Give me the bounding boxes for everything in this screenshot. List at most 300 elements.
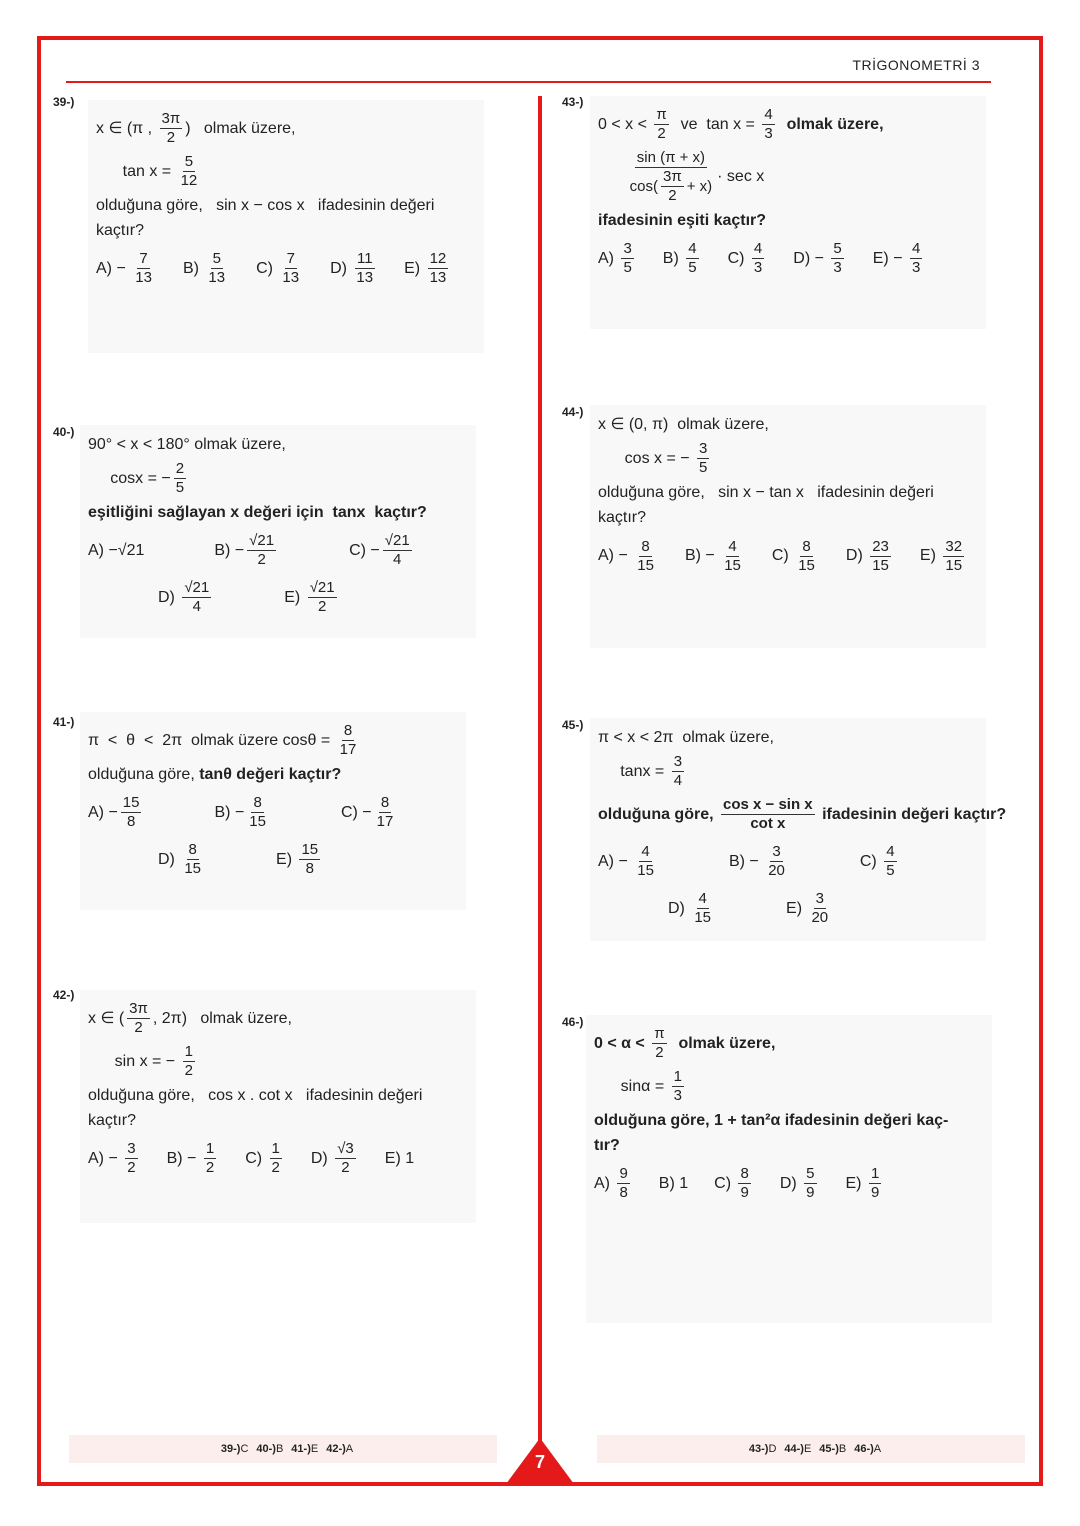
denominator: 4 bbox=[673, 772, 683, 790]
answer-options-row bbox=[598, 240, 978, 277]
problem-body bbox=[80, 990, 476, 1223]
problem-line bbox=[598, 508, 978, 527]
problem-line bbox=[598, 440, 978, 477]
text-segment: sin x = − bbox=[88, 1052, 180, 1070]
denominator: 15 bbox=[945, 556, 963, 574]
fraction bbox=[831, 240, 843, 277]
answer-option[interactable] bbox=[793, 240, 846, 277]
denominator: 2 bbox=[134, 1019, 143, 1036]
numerator: 3 bbox=[127, 1140, 136, 1158]
numerator: 4 bbox=[911, 240, 921, 258]
option-label: C) bbox=[349, 542, 371, 560]
option-label: D) bbox=[158, 589, 180, 607]
answer-option[interactable] bbox=[158, 841, 206, 878]
denominator: 13 bbox=[282, 269, 300, 287]
numerator: 1 bbox=[870, 1165, 880, 1183]
problem-line bbox=[96, 221, 476, 240]
problem-body bbox=[88, 100, 484, 353]
fraction bbox=[247, 794, 268, 831]
denominator: 9 bbox=[806, 1184, 815, 1202]
fraction bbox=[628, 149, 714, 205]
answer-letter: A bbox=[345, 1443, 354, 1455]
numerator: √21 bbox=[249, 532, 275, 550]
answer-option[interactable] bbox=[214, 794, 270, 831]
denominator: 17 bbox=[376, 813, 394, 831]
option-value: √21 bbox=[117, 542, 145, 560]
option-label: A) bbox=[96, 260, 117, 278]
denominator: 13 bbox=[356, 269, 374, 287]
numerator: 3 bbox=[699, 440, 708, 458]
fraction bbox=[183, 1043, 195, 1080]
option-label: B) bbox=[166, 1150, 188, 1168]
fraction bbox=[160, 110, 183, 147]
option-label: E) bbox=[786, 900, 807, 918]
answer-letter: E bbox=[803, 1443, 812, 1455]
denominator: 2 bbox=[655, 1044, 664, 1061]
answer-option[interactable] bbox=[214, 532, 279, 569]
fraction bbox=[721, 796, 815, 833]
denominator: 2 bbox=[341, 1159, 350, 1177]
option-sign: − bbox=[893, 250, 907, 268]
denominator: 5 bbox=[623, 259, 632, 277]
option-label: A) bbox=[88, 804, 109, 822]
answer-option[interactable] bbox=[729, 843, 790, 880]
text-segment: tanθ değeri kaçtır? bbox=[199, 766, 342, 783]
text-segment: cosx = − bbox=[88, 470, 171, 488]
denominator: 9 bbox=[740, 1184, 749, 1202]
problem-line bbox=[88, 503, 468, 522]
denominator: 3 bbox=[673, 1087, 682, 1104]
fraction bbox=[869, 1165, 881, 1202]
answer-option[interactable] bbox=[714, 1165, 754, 1202]
fraction bbox=[206, 250, 227, 287]
fraction bbox=[270, 1140, 282, 1177]
answer-letter: E bbox=[310, 1443, 319, 1455]
option-label: C) bbox=[714, 1175, 736, 1193]
numerator: 5 bbox=[806, 1165, 815, 1183]
option-label: E) bbox=[919, 547, 941, 565]
option-label: B) bbox=[684, 547, 706, 565]
answer-options-row bbox=[88, 579, 468, 616]
option-label: C) bbox=[340, 804, 363, 822]
denominator: 5 bbox=[886, 862, 895, 880]
denominator: 20 bbox=[811, 909, 829, 927]
fraction bbox=[910, 240, 922, 277]
text-segment: olduğuna göre, sin x − tan x ifadesinin değeri bbox=[598, 484, 934, 502]
text-segment: olduğuna göre, 1 + tan²α ifadesinin değeri kaç- bbox=[594, 1112, 949, 1129]
option-label: C) bbox=[245, 1150, 267, 1168]
fraction bbox=[796, 538, 817, 575]
numerator: 3 bbox=[815, 890, 824, 908]
denominator: 2 bbox=[668, 187, 677, 204]
option-label: B) bbox=[658, 1175, 680, 1193]
problem-line bbox=[96, 153, 476, 190]
denominator: 2 bbox=[166, 129, 176, 146]
numerator: 9 bbox=[619, 1165, 628, 1183]
fraction bbox=[652, 1025, 666, 1062]
fraction bbox=[383, 532, 412, 569]
problem-number: 39-) bbox=[53, 95, 75, 109]
problem-number: 43-) bbox=[562, 95, 584, 109]
problem-number: 44-) bbox=[562, 405, 584, 419]
answer-options-row bbox=[88, 1140, 468, 1177]
text-segment: kaçtır? bbox=[598, 509, 647, 527]
answer-option[interactable] bbox=[772, 538, 820, 575]
problem-body bbox=[80, 425, 476, 638]
option-label: E) bbox=[384, 1150, 406, 1168]
text-segment: cos x = − bbox=[598, 450, 695, 468]
numerator: √21 bbox=[184, 579, 210, 597]
option-label: D) bbox=[330, 260, 352, 278]
option-label: E) bbox=[276, 851, 297, 869]
option-label: D) bbox=[310, 1150, 333, 1168]
option-label: C) bbox=[256, 260, 278, 278]
option-sign: − bbox=[234, 804, 245, 822]
answer-options-row bbox=[598, 843, 978, 880]
option-label: E) bbox=[404, 260, 425, 278]
text-segment: sinα = bbox=[594, 1077, 669, 1095]
answer-letter: B bbox=[838, 1443, 847, 1455]
text-segment: tanx = bbox=[598, 763, 669, 781]
answer-letter: A bbox=[873, 1443, 882, 1455]
denominator: 2 bbox=[257, 551, 266, 569]
answer-options-row bbox=[594, 1165, 984, 1202]
problem-line bbox=[598, 753, 978, 790]
denominator: 8 bbox=[126, 813, 136, 831]
answer-options-row bbox=[88, 532, 468, 569]
option-sign: − bbox=[814, 250, 829, 268]
text-segment: ifadesinin eşiti kaçtır? bbox=[598, 212, 767, 229]
text-segment: ifadesinin değeri kaçtır? bbox=[817, 806, 1007, 824]
answer-option[interactable] bbox=[284, 579, 339, 616]
problem-line bbox=[598, 483, 978, 502]
answer-key-left bbox=[69, 1435, 497, 1463]
denominator: 15 bbox=[872, 556, 889, 574]
option-label: B) bbox=[214, 542, 235, 560]
denominator: 3 bbox=[833, 259, 842, 277]
header-title: TRİGONOMETRİ 3 bbox=[852, 57, 980, 73]
numerator: cos x − sin x bbox=[723, 796, 813, 814]
option-label: B) bbox=[728, 853, 750, 871]
answer-option[interactable] bbox=[158, 579, 214, 616]
problem-line bbox=[594, 1025, 984, 1062]
text-segment: olmak üzere, bbox=[777, 115, 884, 133]
fraction bbox=[127, 1000, 150, 1037]
option-label: B) bbox=[662, 250, 684, 268]
fraction bbox=[722, 538, 743, 575]
answer-option[interactable] bbox=[598, 538, 659, 575]
option-label: E) bbox=[284, 589, 305, 607]
numerator: 3π bbox=[663, 168, 682, 185]
denominator: 2 bbox=[127, 1159, 136, 1177]
answer-option[interactable] bbox=[685, 538, 746, 575]
problem-line bbox=[598, 149, 978, 205]
text-segment: tır? bbox=[594, 1137, 620, 1155]
numerator: π bbox=[654, 1025, 665, 1042]
text-segment: · sec x bbox=[717, 168, 765, 186]
numerator: 23 bbox=[872, 537, 889, 555]
numerator: π bbox=[656, 106, 667, 123]
denominator: cot x bbox=[750, 815, 786, 833]
answer-option[interactable] bbox=[96, 250, 157, 287]
fraction bbox=[121, 794, 142, 831]
text-segment: x ∈ (0, π) olmak üzere, bbox=[598, 416, 769, 433]
fraction bbox=[884, 843, 896, 880]
denominator: 3 bbox=[764, 125, 773, 142]
denominator: 15 bbox=[249, 813, 266, 831]
problem-line bbox=[88, 1086, 468, 1105]
fraction bbox=[308, 579, 337, 616]
numerator: 8 bbox=[380, 794, 390, 812]
denominator: 5 bbox=[175, 479, 185, 497]
option-label: B) bbox=[214, 804, 235, 822]
fraction bbox=[661, 168, 684, 205]
answer-option[interactable] bbox=[385, 1149, 414, 1168]
denominator: 5 bbox=[699, 459, 708, 477]
denominator: 13 bbox=[135, 269, 152, 287]
option-label: A) bbox=[88, 1150, 109, 1168]
denominator: 4 bbox=[192, 598, 201, 616]
denominator: 2 bbox=[317, 598, 327, 616]
fraction bbox=[179, 153, 200, 190]
option-sign: − bbox=[705, 547, 720, 565]
answer-option[interactable] bbox=[846, 538, 894, 575]
numerator: 2 bbox=[175, 460, 185, 478]
answer-option[interactable] bbox=[341, 794, 398, 831]
denominator: 2 bbox=[271, 1159, 280, 1177]
answer-option[interactable] bbox=[659, 1174, 688, 1193]
answer-option[interactable] bbox=[245, 1140, 285, 1177]
denominator: 15 bbox=[694, 909, 712, 927]
answer-number: 43-) bbox=[748, 1443, 769, 1455]
numerator: 5 bbox=[833, 240, 842, 258]
problem-number: 46-) bbox=[562, 1015, 584, 1029]
option-value: 1 bbox=[405, 1150, 415, 1168]
denominator: 17 bbox=[339, 741, 357, 758]
answer-options-row bbox=[598, 538, 978, 575]
text-segment: π < θ < 2π olmak üzere cosθ = bbox=[88, 731, 335, 749]
answer-letter: C bbox=[240, 1443, 249, 1455]
answer-option[interactable] bbox=[663, 240, 702, 277]
answer-option[interactable] bbox=[330, 250, 378, 287]
numerator: 32 bbox=[945, 537, 963, 555]
numerator: 11 bbox=[356, 250, 373, 268]
numerator: 8 bbox=[343, 722, 353, 739]
problem-line bbox=[594, 1068, 984, 1105]
answer-option[interactable] bbox=[846, 1165, 885, 1202]
answer-option[interactable] bbox=[786, 890, 833, 927]
option-sign: − bbox=[108, 804, 118, 822]
option-sign: − bbox=[370, 542, 380, 560]
text-segment: ve tan x = bbox=[671, 115, 760, 133]
numerator: √3 bbox=[337, 1140, 354, 1158]
header-rule bbox=[66, 81, 991, 83]
fraction bbox=[943, 538, 964, 575]
fraction bbox=[617, 1165, 629, 1202]
answer-option[interactable] bbox=[873, 240, 926, 277]
problem-line bbox=[598, 796, 1007, 833]
numerator: 15 bbox=[122, 794, 140, 812]
problem-line bbox=[598, 728, 978, 747]
numerator: 4 bbox=[764, 106, 773, 123]
problem-number: 40-) bbox=[53, 425, 75, 439]
option-label: C) bbox=[771, 547, 794, 565]
denominator: 4 bbox=[393, 551, 402, 569]
text-segment: eşitliğini sağlayan x değeri için tanx kaçtır? bbox=[88, 504, 427, 522]
fraction bbox=[686, 240, 698, 277]
denominator: 3 bbox=[911, 259, 921, 277]
answer-number: 45-) bbox=[819, 1443, 839, 1455]
answer-number: 39-) bbox=[220, 1443, 241, 1455]
text-segment: 0 < α < bbox=[594, 1034, 650, 1052]
fraction bbox=[125, 1140, 137, 1177]
numerator: 3π bbox=[161, 110, 181, 127]
answer-option[interactable] bbox=[598, 843, 659, 880]
numerator: 8 bbox=[188, 841, 197, 859]
text-segment: olduğuna göre, cos x . cot x ifadesinin değeri bbox=[88, 1087, 423, 1104]
option-label: E) bbox=[872, 250, 894, 268]
denominator bbox=[628, 168, 714, 205]
fraction bbox=[762, 106, 774, 143]
problem-line bbox=[88, 460, 468, 497]
fraction bbox=[697, 440, 709, 477]
numerator: 8 bbox=[740, 1165, 749, 1183]
denominator: 15 bbox=[798, 556, 815, 574]
denominator: 3 bbox=[753, 259, 763, 277]
answer-option[interactable] bbox=[598, 240, 637, 277]
denominator: 15 bbox=[637, 556, 654, 574]
denominator: 12 bbox=[180, 172, 198, 189]
problem-body bbox=[590, 96, 986, 329]
numerator: √21 bbox=[309, 579, 335, 597]
option-sign: − bbox=[116, 260, 131, 278]
numerator: 3 bbox=[673, 753, 683, 771]
option-value: 1 bbox=[679, 1175, 689, 1193]
answer-option[interactable] bbox=[728, 240, 768, 277]
numerator: 1 bbox=[271, 1140, 280, 1158]
answer-option[interactable] bbox=[311, 1140, 359, 1177]
numerator: 3 bbox=[772, 843, 781, 861]
text-segment: olduğuna göre, bbox=[598, 806, 718, 824]
numerator: √21 bbox=[384, 532, 410, 550]
fraction bbox=[375, 794, 396, 831]
numerator: 8 bbox=[641, 537, 650, 555]
fraction bbox=[672, 1068, 684, 1105]
denominator: 20 bbox=[768, 862, 785, 880]
answer-option[interactable] bbox=[167, 1140, 220, 1177]
fraction bbox=[809, 890, 830, 927]
problem-body bbox=[590, 718, 1007, 941]
option-label: A) bbox=[598, 250, 619, 268]
problem-number: 42-) bbox=[53, 988, 75, 1002]
answer-options-row bbox=[88, 794, 458, 831]
fraction bbox=[621, 240, 633, 277]
numerator: 8 bbox=[802, 537, 811, 555]
fraction bbox=[338, 722, 359, 759]
numerator: 5 bbox=[212, 250, 221, 268]
text-segment: kaçtır? bbox=[88, 1112, 137, 1130]
fraction bbox=[354, 250, 375, 287]
fraction bbox=[133, 250, 154, 287]
problem-line bbox=[598, 415, 978, 434]
fraction bbox=[174, 460, 186, 497]
denominator: 2 bbox=[184, 1062, 193, 1079]
numerator: 1 bbox=[184, 1043, 193, 1060]
answer-option[interactable] bbox=[594, 1165, 633, 1202]
fraction bbox=[692, 890, 713, 927]
option-sign: − bbox=[618, 853, 633, 871]
answer-letter: D bbox=[768, 1443, 777, 1455]
numerator: 4 bbox=[698, 890, 707, 908]
answer-options-row bbox=[88, 841, 458, 878]
numerator: 1 bbox=[673, 1068, 682, 1085]
option-sign: − bbox=[108, 1150, 123, 1168]
answer-option[interactable] bbox=[404, 250, 451, 287]
numerator: 4 bbox=[753, 240, 763, 258]
fraction bbox=[672, 753, 684, 790]
answer-option[interactable] bbox=[88, 1140, 141, 1177]
option-sign: − bbox=[108, 542, 118, 560]
problem-line bbox=[598, 211, 978, 230]
answer-option[interactable] bbox=[88, 794, 144, 831]
denominator: 13 bbox=[429, 269, 447, 287]
option-label: A) bbox=[88, 542, 109, 560]
fraction bbox=[654, 106, 668, 143]
answer-option[interactable] bbox=[860, 843, 900, 880]
option-sign: − bbox=[187, 1150, 201, 1168]
text-segment: 90° < x < 180° olmak üzere, bbox=[88, 436, 286, 453]
option-label: C) bbox=[727, 250, 749, 268]
answer-number: 42-) bbox=[326, 1443, 346, 1455]
answer-option[interactable] bbox=[780, 1165, 820, 1202]
problem-line bbox=[88, 722, 458, 759]
text-segment: + x) bbox=[686, 177, 713, 195]
problem-number: 41-) bbox=[53, 715, 75, 729]
answer-option[interactable] bbox=[920, 538, 967, 575]
numerator: 3π bbox=[129, 1000, 148, 1017]
answer-option[interactable] bbox=[183, 250, 230, 287]
fraction bbox=[635, 843, 656, 880]
fraction bbox=[204, 1140, 216, 1177]
answer-letter: B bbox=[275, 1443, 284, 1455]
fraction bbox=[766, 843, 787, 880]
answer-number: 44-) bbox=[784, 1443, 804, 1455]
answer-option[interactable] bbox=[256, 250, 304, 287]
denominator: 2 bbox=[205, 1159, 215, 1177]
numerator: 7 bbox=[286, 250, 295, 268]
denominator: 8 bbox=[305, 860, 314, 878]
numerator: 12 bbox=[429, 250, 447, 268]
fraction bbox=[335, 1140, 356, 1177]
answer-option[interactable] bbox=[349, 532, 415, 569]
option-label: A) bbox=[598, 547, 619, 565]
numerator: 1 bbox=[205, 1140, 215, 1158]
denominator: 15 bbox=[184, 860, 202, 878]
problem-line bbox=[88, 1043, 468, 1080]
text-segment: , 2π) olmak üzere, bbox=[152, 1009, 292, 1027]
option-label: B) bbox=[182, 260, 204, 278]
answer-option[interactable] bbox=[88, 541, 144, 560]
numerator bbox=[635, 149, 707, 168]
problem-line bbox=[96, 196, 476, 215]
answer-option[interactable] bbox=[276, 841, 323, 878]
option-sign: − bbox=[618, 547, 633, 565]
numerator: 4 bbox=[728, 537, 737, 555]
text-segment bbox=[598, 167, 625, 186]
fraction bbox=[182, 579, 211, 616]
answer-option[interactable] bbox=[668, 890, 716, 927]
text-segment: olduğuna göre, bbox=[88, 766, 200, 783]
